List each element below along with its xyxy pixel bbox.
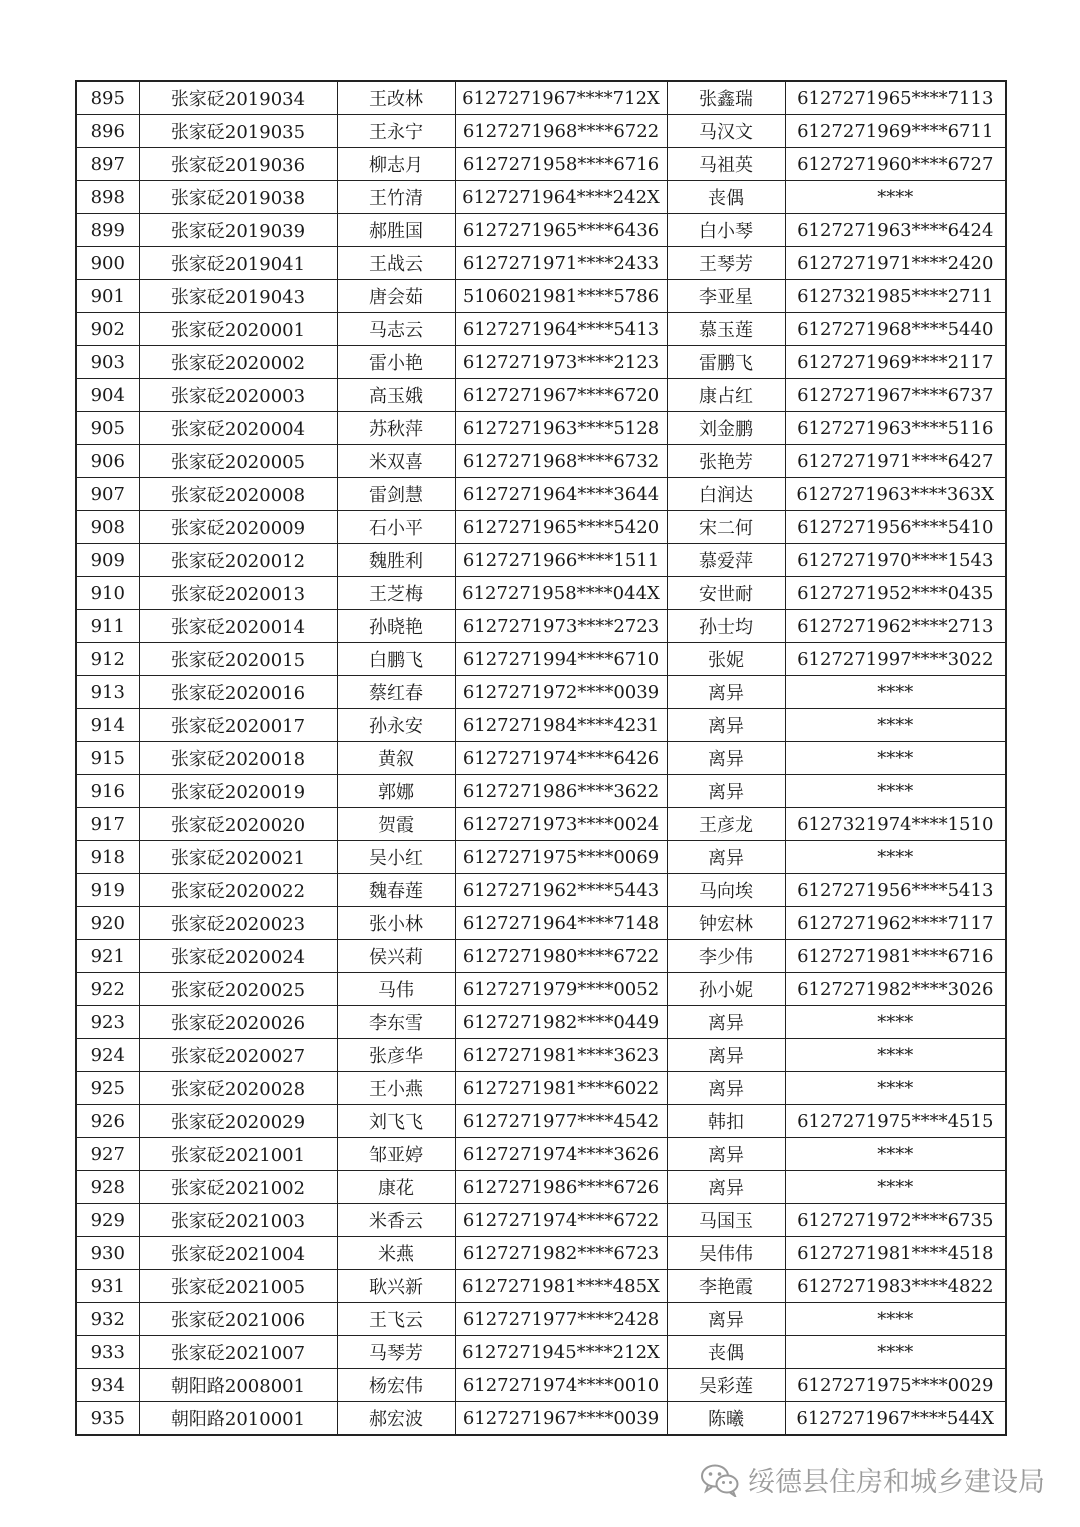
spouse-name-or-status: 钟宏林 <box>667 907 785 940</box>
applicant-name: 王竹清 <box>337 181 455 214</box>
applicant-name: 黄叙 <box>337 742 455 775</box>
applicant-id-number: 6127271974****0010 <box>455 1369 667 1402</box>
applicant-id-number: 6127271958****044X <box>455 577 667 610</box>
spouse-id-number: 6127271960****6727 <box>785 148 1006 181</box>
spouse-name-or-status: 离异 <box>667 1072 785 1105</box>
table-row <box>76 445 1006 478</box>
spouse-name-or-status: 陈曦 <box>667 1402 785 1436</box>
household-id: 张家砭2020018 <box>139 742 337 775</box>
applicant-id-number: 6127271981****485X <box>455 1270 667 1303</box>
table-row <box>76 1105 1006 1138</box>
applicant-name: 耿兴新 <box>337 1270 455 1303</box>
spouse-id-number: 6127271972****6735 <box>785 1204 1006 1237</box>
applicant-id-number: 6127271982****0449 <box>455 1006 667 1039</box>
row-number: 913 <box>76 676 139 709</box>
table-row <box>76 81 1006 115</box>
applicant-id-number: 6127271945****212X <box>455 1336 667 1369</box>
applicant-name: 石小平 <box>337 511 455 544</box>
household-id: 张家砭2020019 <box>139 775 337 808</box>
spouse-name-or-status: 白小琴 <box>667 214 785 247</box>
spouse-id-number: 6127271962****7117 <box>785 907 1006 940</box>
table-row <box>76 676 1006 709</box>
spouse-id-number: 6127271956****5410 <box>785 511 1006 544</box>
household-id: 张家砭2019038 <box>139 181 337 214</box>
table-row <box>76 643 1006 676</box>
applicant-id-number: 6127271973****0024 <box>455 808 667 841</box>
row-number: 929 <box>76 1204 139 1237</box>
applicant-name: 康花 <box>337 1171 455 1204</box>
spouse-id-number: **** <box>785 1006 1006 1039</box>
household-id: 张家砭2020021 <box>139 841 337 874</box>
applicant-name: 吴小红 <box>337 841 455 874</box>
household-id: 张家砭2020015 <box>139 643 337 676</box>
spouse-name-or-status: 丧偶 <box>667 1336 785 1369</box>
applicant-name: 米香云 <box>337 1204 455 1237</box>
applicant-id-number: 6127271980****6722 <box>455 940 667 973</box>
table-row <box>76 1204 1006 1237</box>
spouse-id-number: 6127271982****3026 <box>785 973 1006 1006</box>
row-number: 927 <box>76 1138 139 1171</box>
applicant-id-number: 6127271966****1511 <box>455 544 667 577</box>
spouse-name-or-status: 张妮 <box>667 643 785 676</box>
table-row <box>76 973 1006 1006</box>
table-row <box>76 1303 1006 1336</box>
row-number: 932 <box>76 1303 139 1336</box>
applicant-id-number: 6127271967****0039 <box>455 1402 667 1436</box>
spouse-id-number: 6127271981****4518 <box>785 1237 1006 1270</box>
household-id: 张家砭2020012 <box>139 544 337 577</box>
household-id: 张家砭2020016 <box>139 676 337 709</box>
spouse-name-or-status: 吴彩莲 <box>667 1369 785 1402</box>
row-number: 903 <box>76 346 139 379</box>
household-id: 张家砭2020023 <box>139 907 337 940</box>
applicant-id-number: 6127271982****6723 <box>455 1237 667 1270</box>
table-row <box>76 940 1006 973</box>
table-row <box>76 1402 1006 1436</box>
spouse-id-number: 6127271970****1543 <box>785 544 1006 577</box>
table-row <box>76 1369 1006 1402</box>
spouse-name-or-status: 王彦龙 <box>667 808 785 841</box>
spouse-id-number: 6127271981****6716 <box>785 940 1006 973</box>
spouse-id-number: 6127321974****1510 <box>785 808 1006 841</box>
applicant-name: 邹亚婷 <box>337 1138 455 1171</box>
household-id: 朝阳路2008001 <box>139 1369 337 1402</box>
row-number: 919 <box>76 874 139 907</box>
row-number: 906 <box>76 445 139 478</box>
row-number: 907 <box>76 478 139 511</box>
spouse-name-or-status: 安世耐 <box>667 577 785 610</box>
applicant-id-number: 6127271977****2428 <box>455 1303 667 1336</box>
spouse-name-or-status: 王琴芳 <box>667 247 785 280</box>
spouse-id-number: 6127271971****6427 <box>785 445 1006 478</box>
spouse-name-or-status: 离异 <box>667 775 785 808</box>
household-id: 张家砭2020004 <box>139 412 337 445</box>
spouse-id-number: 6127271997****3022 <box>785 643 1006 676</box>
table-row <box>76 808 1006 841</box>
table-row <box>76 907 1006 940</box>
row-number: 899 <box>76 214 139 247</box>
household-id: 张家砭2021005 <box>139 1270 337 1303</box>
applicant-name: 白鹏飞 <box>337 643 455 676</box>
row-number: 904 <box>76 379 139 412</box>
row-number: 922 <box>76 973 139 1006</box>
applicant-id-number: 6127271981****3623 <box>455 1039 667 1072</box>
household-id: 张家砭2020003 <box>139 379 337 412</box>
spouse-name-or-status: 离异 <box>667 1006 785 1039</box>
table-row <box>76 742 1006 775</box>
spouse-id-number: **** <box>785 775 1006 808</box>
row-number: 924 <box>76 1039 139 1072</box>
table-row <box>76 412 1006 445</box>
applicant-id-number: 6127271962****5443 <box>455 874 667 907</box>
household-id: 张家砭2019035 <box>139 115 337 148</box>
spouse-name-or-status: 孙小妮 <box>667 973 785 1006</box>
row-number: 918 <box>76 841 139 874</box>
row-number: 896 <box>76 115 139 148</box>
row-number: 935 <box>76 1402 139 1436</box>
spouse-name-or-status: 丧偶 <box>667 181 785 214</box>
table-row <box>76 1039 1006 1072</box>
spouse-name-or-status: 李艳霞 <box>667 1270 785 1303</box>
applicant-name: 苏秋萍 <box>337 412 455 445</box>
household-id: 张家砭2019039 <box>139 214 337 247</box>
applicant-name: 贺霞 <box>337 808 455 841</box>
spouse-id-number: 6127271963****6424 <box>785 214 1006 247</box>
spouse-id-number: 6127271967****6737 <box>785 379 1006 412</box>
table-row <box>76 379 1006 412</box>
row-number: 914 <box>76 709 139 742</box>
spouse-name-or-status: 马祖英 <box>667 148 785 181</box>
household-id: 张家砭2021004 <box>139 1237 337 1270</box>
applicant-id-number: 6127271967****6720 <box>455 379 667 412</box>
spouse-id-number: **** <box>785 841 1006 874</box>
spouse-name-or-status: 雷鹏飞 <box>667 346 785 379</box>
spouse-id-number: **** <box>785 1072 1006 1105</box>
row-number: 905 <box>76 412 139 445</box>
row-number: 930 <box>76 1237 139 1270</box>
applicant-name: 孙晓艳 <box>337 610 455 643</box>
household-id: 张家砭2021001 <box>139 1138 337 1171</box>
applicant-name: 王芝梅 <box>337 577 455 610</box>
table-row <box>76 181 1006 214</box>
table-row <box>76 346 1006 379</box>
household-id: 张家砭2020024 <box>139 940 337 973</box>
applicant-name: 魏胜利 <box>337 544 455 577</box>
applicant-name: 郭娜 <box>337 775 455 808</box>
applicant-id-number: 6127271964****5413 <box>455 313 667 346</box>
spouse-name-or-status: 离异 <box>667 676 785 709</box>
applicant-id-number: 6127271974****6722 <box>455 1204 667 1237</box>
watermark-text: 绥德县住房和城乡建设局 <box>748 1467 1045 1498</box>
applicant-id-number: 6127271963****5128 <box>455 412 667 445</box>
table-row <box>76 1072 1006 1105</box>
applicant-name: 马琴芳 <box>337 1336 455 1369</box>
spouse-name-or-status: 韩扣 <box>667 1105 785 1138</box>
spouse-name-or-status: 吴伟伟 <box>667 1237 785 1270</box>
spouse-id-number: 6127271969****6711 <box>785 115 1006 148</box>
household-id: 张家砭2019041 <box>139 247 337 280</box>
spouse-name-or-status: 李亚星 <box>667 280 785 313</box>
applicant-name: 王小燕 <box>337 1072 455 1105</box>
row-number: 917 <box>76 808 139 841</box>
table-row <box>76 478 1006 511</box>
row-number: 915 <box>76 742 139 775</box>
spouse-name-or-status: 慕爱萍 <box>667 544 785 577</box>
applicant-name: 王战云 <box>337 247 455 280</box>
applicant-id-number: 6127271974****3626 <box>455 1138 667 1171</box>
applicant-name: 马伟 <box>337 973 455 1006</box>
applicant-name: 郝宏波 <box>337 1402 455 1436</box>
table-row <box>76 115 1006 148</box>
household-id: 张家砭2019036 <box>139 148 337 181</box>
spouse-name-or-status: 离异 <box>667 841 785 874</box>
row-number: 895 <box>76 81 139 115</box>
household-id: 张家砭2020022 <box>139 874 337 907</box>
row-number: 898 <box>76 181 139 214</box>
applicant-name: 蔡红春 <box>337 676 455 709</box>
spouse-id-number: 6127271983****4822 <box>785 1270 1006 1303</box>
household-id: 张家砭2021002 <box>139 1171 337 1204</box>
table-row <box>76 148 1006 181</box>
spouse-name-or-status: 白润达 <box>667 478 785 511</box>
applicant-name: 雷小艳 <box>337 346 455 379</box>
spouse-id-number: **** <box>785 676 1006 709</box>
household-id: 张家砭2020025 <box>139 973 337 1006</box>
household-id: 张家砭2020009 <box>139 511 337 544</box>
applicant-id-number: 6127271975****0069 <box>455 841 667 874</box>
spouse-name-or-status: 孙士均 <box>667 610 785 643</box>
applicant-id-number: 6127271968****6732 <box>455 445 667 478</box>
table-row <box>76 874 1006 907</box>
applicant-id-number: 6127271965****6436 <box>455 214 667 247</box>
spouse-name-or-status: 离异 <box>667 709 785 742</box>
row-number: 912 <box>76 643 139 676</box>
household-id: 张家砭2021006 <box>139 1303 337 1336</box>
row-number: 921 <box>76 940 139 973</box>
applicant-id-number: 6127271967****712X <box>455 81 667 115</box>
household-id: 张家砭2020026 <box>139 1006 337 1039</box>
applicant-name: 米双喜 <box>337 445 455 478</box>
applicant-id-number: 6127271964****242X <box>455 181 667 214</box>
applicant-name: 郝胜国 <box>337 214 455 247</box>
applicant-name: 魏春莲 <box>337 874 455 907</box>
row-number: 923 <box>76 1006 139 1039</box>
spouse-id-number: 6127271963****5116 <box>785 412 1006 445</box>
spouse-id-number: **** <box>785 181 1006 214</box>
spouse-id-number: 6127271971****2420 <box>785 247 1006 280</box>
household-id: 张家砭2020028 <box>139 1072 337 1105</box>
table-row <box>76 1270 1006 1303</box>
row-number: 934 <box>76 1369 139 1402</box>
household-id: 张家砭2020001 <box>139 313 337 346</box>
table-row <box>76 1171 1006 1204</box>
row-number: 909 <box>76 544 139 577</box>
applicant-name: 侯兴莉 <box>337 940 455 973</box>
household-id: 张家砭2020002 <box>139 346 337 379</box>
spouse-name-or-status: 慕玉莲 <box>667 313 785 346</box>
household-id: 张家砭2020029 <box>139 1105 337 1138</box>
applicant-id-number: 6127271994****6710 <box>455 643 667 676</box>
applicant-name: 柳志月 <box>337 148 455 181</box>
spouse-id-number: 6127271963****363X <box>785 478 1006 511</box>
table-row <box>76 544 1006 577</box>
row-number: 926 <box>76 1105 139 1138</box>
applicant-name: 孙永安 <box>337 709 455 742</box>
applicant-id-number: 6127271968****6722 <box>455 115 667 148</box>
applicant-name: 李东雪 <box>337 1006 455 1039</box>
household-id: 张家砭2020027 <box>139 1039 337 1072</box>
applicant-name: 雷剑慧 <box>337 478 455 511</box>
household-id: 张家砭2020008 <box>139 478 337 511</box>
table-row <box>76 1336 1006 1369</box>
row-number: 933 <box>76 1336 139 1369</box>
applicant-id-number: 6127271981****6022 <box>455 1072 667 1105</box>
spouse-name-or-status: 离异 <box>667 1171 785 1204</box>
household-id: 张家砭2020014 <box>139 610 337 643</box>
applicant-id-number: 6127271986****3622 <box>455 775 667 808</box>
applicant-id-number: 6127271965****5420 <box>455 511 667 544</box>
spouse-id-number: **** <box>785 1138 1006 1171</box>
spouse-name-or-status: 张鑫瑞 <box>667 81 785 115</box>
applicant-id-number: 6127271972****0039 <box>455 676 667 709</box>
spouse-id-number: 6127321985****2711 <box>785 280 1006 313</box>
applicant-name: 刘飞飞 <box>337 1105 455 1138</box>
household-id: 张家砭2019043 <box>139 280 337 313</box>
household-id: 张家砭2021003 <box>139 1204 337 1237</box>
table-row <box>76 841 1006 874</box>
household-id: 朝阳路2010001 <box>139 1402 337 1436</box>
row-number: 916 <box>76 775 139 808</box>
applicant-name: 王飞云 <box>337 1303 455 1336</box>
row-number: 920 <box>76 907 139 940</box>
spouse-id-number: 6127271965****7113 <box>785 81 1006 115</box>
spouse-name-or-status: 离异 <box>667 1039 785 1072</box>
table-row <box>76 214 1006 247</box>
table-row <box>76 247 1006 280</box>
household-id: 张家砭2021007 <box>139 1336 337 1369</box>
applicant-id-number: 6127271977****4542 <box>455 1105 667 1138</box>
spouse-id-number: **** <box>785 1039 1006 1072</box>
household-id: 张家砭2019034 <box>139 81 337 115</box>
table-row <box>76 313 1006 346</box>
spouse-id-number: 6127271962****2713 <box>785 610 1006 643</box>
spouse-id-number: **** <box>785 1171 1006 1204</box>
applicant-name: 张小林 <box>337 907 455 940</box>
spouse-id-number: **** <box>785 1336 1006 1369</box>
row-number: 925 <box>76 1072 139 1105</box>
spouse-name-or-status: 张艳芳 <box>667 445 785 478</box>
table-row <box>76 511 1006 544</box>
table-row <box>76 280 1006 313</box>
table-row <box>76 1237 1006 1270</box>
table-row <box>76 577 1006 610</box>
row-number: 931 <box>76 1270 139 1303</box>
spouse-name-or-status: 离异 <box>667 1303 785 1336</box>
table-row <box>76 1006 1006 1039</box>
table-row <box>76 610 1006 643</box>
spouse-id-number: 6127271968****5440 <box>785 313 1006 346</box>
applicant-name: 张彦华 <box>337 1039 455 1072</box>
spouse-name-or-status: 马向埃 <box>667 874 785 907</box>
spouse-id-number: 6127271969****2117 <box>785 346 1006 379</box>
spouse-name-or-status: 李少伟 <box>667 940 785 973</box>
applicant-id-number: 6127271964****3644 <box>455 478 667 511</box>
spouse-id-number: **** <box>785 709 1006 742</box>
spouse-name-or-status: 离异 <box>667 742 785 775</box>
spouse-name-or-status: 马国玉 <box>667 1204 785 1237</box>
row-number: 928 <box>76 1171 139 1204</box>
table-row <box>76 709 1006 742</box>
applicant-id-number: 6127271973****2723 <box>455 610 667 643</box>
applicant-name: 唐会茹 <box>337 280 455 313</box>
row-number: 901 <box>76 280 139 313</box>
spouse-name-or-status: 刘金鹏 <box>667 412 785 445</box>
household-id: 张家砭2020017 <box>139 709 337 742</box>
household-id: 张家砭2020013 <box>139 577 337 610</box>
household-id: 张家砭2020020 <box>139 808 337 841</box>
row-number: 897 <box>76 148 139 181</box>
applicant-id-number: 6127271979****0052 <box>455 973 667 1006</box>
spouse-id-number: 6127271952****0435 <box>785 577 1006 610</box>
spouse-id-number: 6127271975****4515 <box>785 1105 1006 1138</box>
applicant-id-number: 6127271974****6426 <box>455 742 667 775</box>
spouse-name-or-status: 离异 <box>667 1138 785 1171</box>
applicant-id-number: 6127271971****2433 <box>455 247 667 280</box>
applicant-id-number: 6127271973****2123 <box>455 346 667 379</box>
applicant-name: 马志云 <box>337 313 455 346</box>
row-number: 911 <box>76 610 139 643</box>
spouse-name-or-status: 康占红 <box>667 379 785 412</box>
spouse-id-number: 6127271967****544X <box>785 1402 1006 1436</box>
spouse-id-number: 6127271956****5413 <box>785 874 1006 907</box>
table-body <box>76 81 1006 1435</box>
applicant-name: 高玉娥 <box>337 379 455 412</box>
spouse-id-number: 6127271975****0029 <box>785 1369 1006 1402</box>
row-number: 908 <box>76 511 139 544</box>
spouse-name-or-status: 宋二何 <box>667 511 785 544</box>
spouse-id-number: **** <box>785 1303 1006 1336</box>
applicant-id-number: 5106021981****5786 <box>455 280 667 313</box>
applicant-name: 杨宏伟 <box>337 1369 455 1402</box>
applicant-name: 王永宁 <box>337 115 455 148</box>
applicant-id-number: 6127271958****6716 <box>455 148 667 181</box>
wechat-icon <box>700 1463 740 1497</box>
applicant-table <box>75 80 1007 1436</box>
spouse-name-or-status: 马汉文 <box>667 115 785 148</box>
watermark <box>700 1460 1045 1499</box>
table-row <box>76 1138 1006 1171</box>
applicant-id-number: 6127271984****4231 <box>455 709 667 742</box>
row-number: 900 <box>76 247 139 280</box>
applicant-name: 米燕 <box>337 1237 455 1270</box>
row-number: 910 <box>76 577 139 610</box>
spouse-id-number: **** <box>785 742 1006 775</box>
applicant-name: 王改林 <box>337 81 455 115</box>
applicant-id-number: 6127271986****6726 <box>455 1171 667 1204</box>
table-row <box>76 775 1006 808</box>
household-id: 张家砭2020005 <box>139 445 337 478</box>
applicant-id-number: 6127271964****7148 <box>455 907 667 940</box>
row-number: 902 <box>76 313 139 346</box>
